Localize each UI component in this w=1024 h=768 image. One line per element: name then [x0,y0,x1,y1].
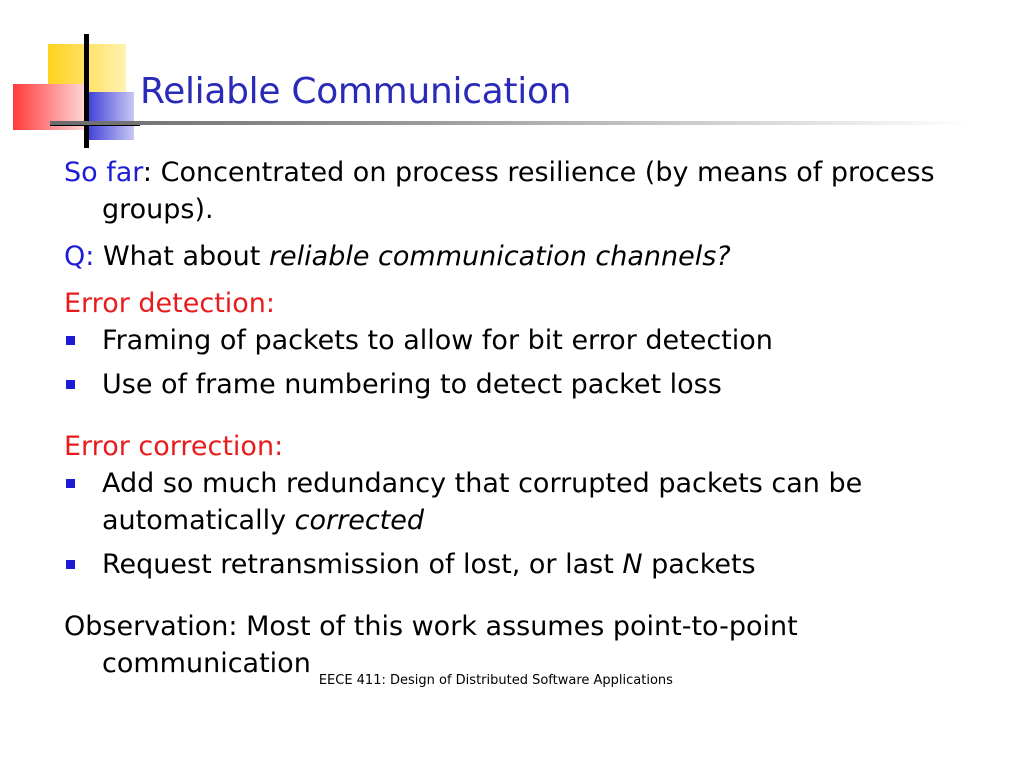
so-far-label: So far [64,157,143,188]
error-detection-heading: Error detection: [64,288,276,319]
bullet-variable: N [622,549,643,580]
slide-title: Reliable Communication [140,71,572,112]
bullet-text: Framing of packets to allow for bit error detection [102,325,773,356]
observation-paragraph [64,608,964,689]
bullet-square-icon [66,560,75,569]
logo-vertical-line [84,34,89,148]
error-correction-heading: Error correction: [64,431,284,462]
logo-blue-square [86,92,134,140]
bullet-item [64,465,964,539]
decorative-logo [0,0,140,150]
bullet-square-icon [66,336,75,345]
question-paragraph [64,238,964,275]
bullet-square-icon [66,479,75,488]
so-far-paragraph [64,154,964,228]
bullet-item [64,366,964,403]
bullet-text-before: Request retransmission of lost, or last [102,549,623,580]
title-underline [50,121,970,125]
question-label: Q: [64,241,95,272]
observation-text: Observation: Most of this work assumes point-to-point communication [64,611,798,679]
question-emphasis: reliable communication channels? [268,241,731,272]
slide-footer: EECE 411: Design of Distributed Software Applications [318,673,673,688]
bullet-item [64,322,964,359]
bullet-text: Use of frame numbering to detect packet loss [102,369,722,400]
question-text: What about [94,241,269,272]
so-far-text: : Concentrated on process resilience (by means of process groups). [102,157,935,225]
bullet-item [64,546,964,583]
bullet-text-after: packets [642,549,756,580]
bullet-square-icon [66,380,75,389]
slide-body [64,154,964,689]
bullet-emphasis: corrected [294,505,425,536]
bullet-text: Add so much redundancy that corrupted packets can be automatically [102,468,863,536]
